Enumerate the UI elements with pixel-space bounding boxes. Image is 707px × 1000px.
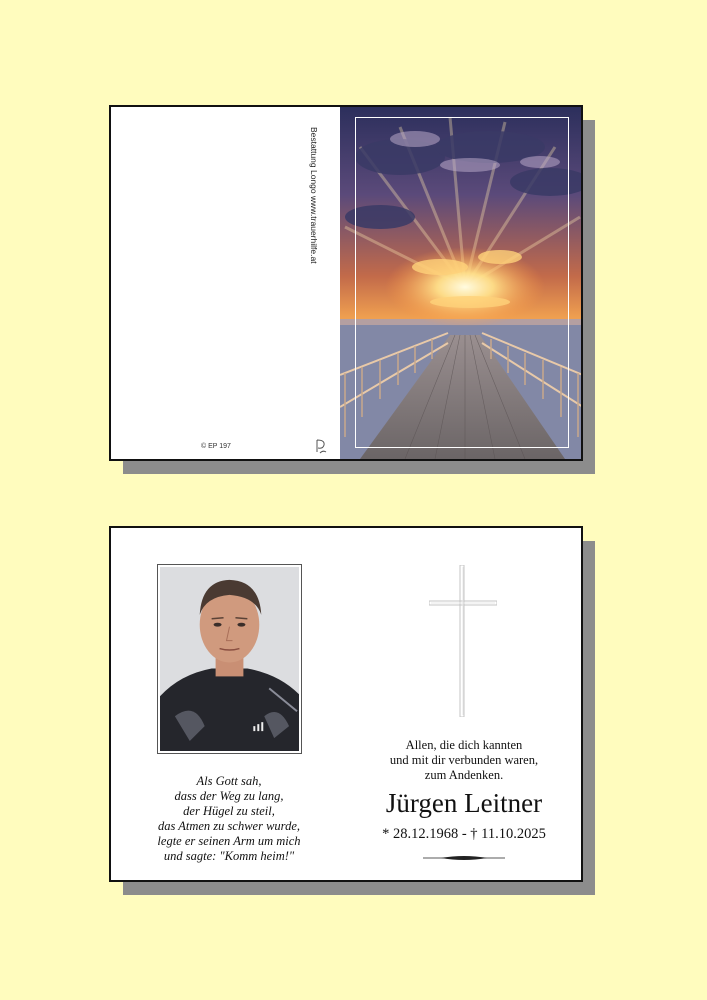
poem-line: dass der Weg zu lang, [174, 789, 284, 803]
funeral-home-imprint [307, 127, 321, 267]
poem-line: der Hügel zu steil, [183, 804, 275, 818]
card-inside [109, 526, 583, 882]
copyright-text: © EP 197 [201, 443, 231, 450]
poem-line: und sagte: "Komm heim!" [163, 849, 295, 863]
poem-line: Als Gott sah, [196, 774, 262, 788]
dedication-line: Allen, die dich kannten [405, 738, 523, 752]
dedication-line: und mit dir verbunden waren, [389, 753, 539, 767]
portrait-photo [157, 564, 302, 754]
ornament-divider-icon [423, 850, 505, 860]
card-outside [109, 105, 583, 461]
cross-icon [429, 565, 497, 717]
photo-frame-border [355, 117, 569, 448]
back-panel [111, 107, 340, 459]
deceased-name: Jürgen Leitner [385, 788, 543, 818]
life-dates: * 28.12.1968 - † 11.10.2025 [382, 826, 546, 842]
poem-line: das Atmen zu schwer wurde, [157, 819, 300, 833]
dedication [359, 738, 569, 783]
poem [129, 774, 329, 864]
imprint-text: Bestattung Longo www.trauerhilfe.at [309, 127, 319, 264]
publisher-logo-icon [314, 438, 328, 454]
poem-line: legte er seinen Arm um mich [157, 834, 301, 848]
dedication-line: zum Andenken. [424, 768, 504, 782]
